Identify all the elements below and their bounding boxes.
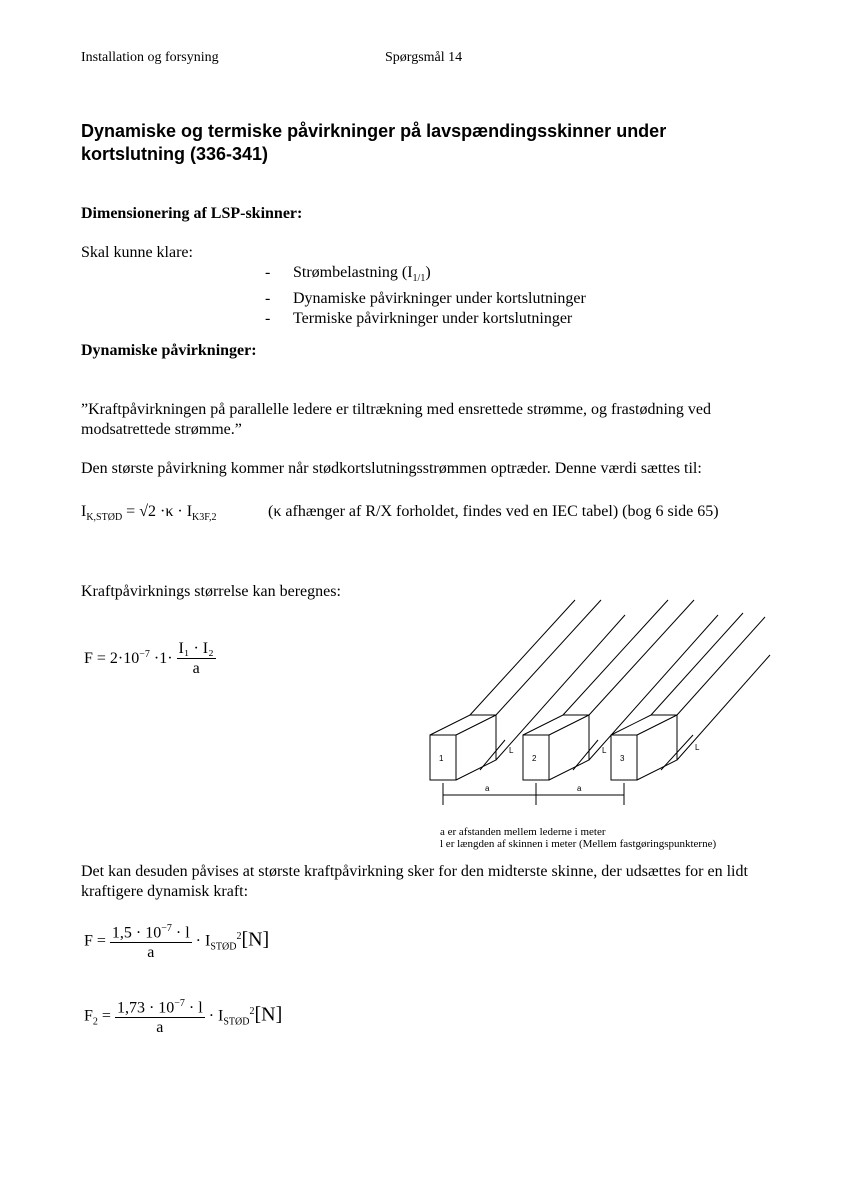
length-label: L [695, 743, 700, 752]
distance-label: a [485, 784, 490, 793]
bar-label-2: 2 [532, 754, 537, 763]
middle-bar-text: Det kan desuden påvises at største kraftpåvirkning sker for den midterste skinne, der udsættes for en lidt kraftigere dynamisk kraft: [81, 863, 748, 900]
diagram-caption-a: a er afstanden mellem lederne i meter [440, 826, 606, 838]
formula-ik-stod: $I_{K,STØD} = √2 \cdot\kappa \cdot I_{K3F,2}$ [81, 503, 217, 524]
length-label: L [602, 746, 607, 755]
page-title: Dynamiske og termiske påvirkninger på lavspændingsskinner under kortslutning (336-341) [81, 121, 667, 164]
header-right: Spørgsmål 14 [385, 50, 463, 65]
bar-label-1: 1 [439, 754, 444, 763]
section-heading-dynamic: Dynamiske påvirkninger: [81, 342, 257, 359]
formula-force-f2: $F_2$ = $\frac{1,73 \cdot 10^{-7} \cdot l}{a}$ · $I_{STØD}^2[N]$ [84, 995, 282, 1038]
formula-force: $F = 2\cdot 10^{-7} \cdot 1\cdot$ $\frac{\text{I₁ · I₂}}{a}$ [84, 640, 214, 677]
formula-note: (κ afhænger af R/X forholdet, findes ved en IEC tabel) (bog 6 side 65) [268, 503, 719, 520]
list-item: - Dynamiske påvirkninger under kortslutninger [265, 290, 586, 308]
diagram-caption-l: l er længden af skinnen i meter (Mellem fastgøringspunkterne) [440, 838, 717, 850]
peak-current-text: Den største påvirkning kommer når stødkortslutningsstrømmen optræder. Denne værdi sættes til: [81, 460, 702, 477]
busbar-diagram [425, 595, 775, 815]
formula-force-middle: F = $\frac{1,5 \cdot 10^{-7} \cdot l}{a}$ · $I_{STØD}^2[N]$ [84, 920, 269, 963]
list-item: - Strømbelastning $(I_{1/1})$ [265, 264, 431, 285]
length-label: L [509, 746, 514, 755]
requirements-list [265, 263, 586, 329]
calc-intro: Kraftpåvirknings størrelse kan beregnes: [81, 583, 341, 600]
distance-label: a [577, 784, 582, 793]
intro-text: Skal kunne klare: [81, 244, 193, 261]
bar-label-3: 3 [620, 754, 625, 763]
list-item: - Termiske påvirkninger under kortslutninger [265, 310, 573, 328]
section-heading-dimensioning: Dimensionering af LSP-skinner: [81, 205, 303, 222]
quote-text: ”Kraftpåvirkningen på parallelle ledere er tiltrækning med ensrettede strømme, og frastødning ved modsatrettede strømme.” [81, 401, 711, 438]
header-left: Installation og forsyning [81, 50, 219, 65]
